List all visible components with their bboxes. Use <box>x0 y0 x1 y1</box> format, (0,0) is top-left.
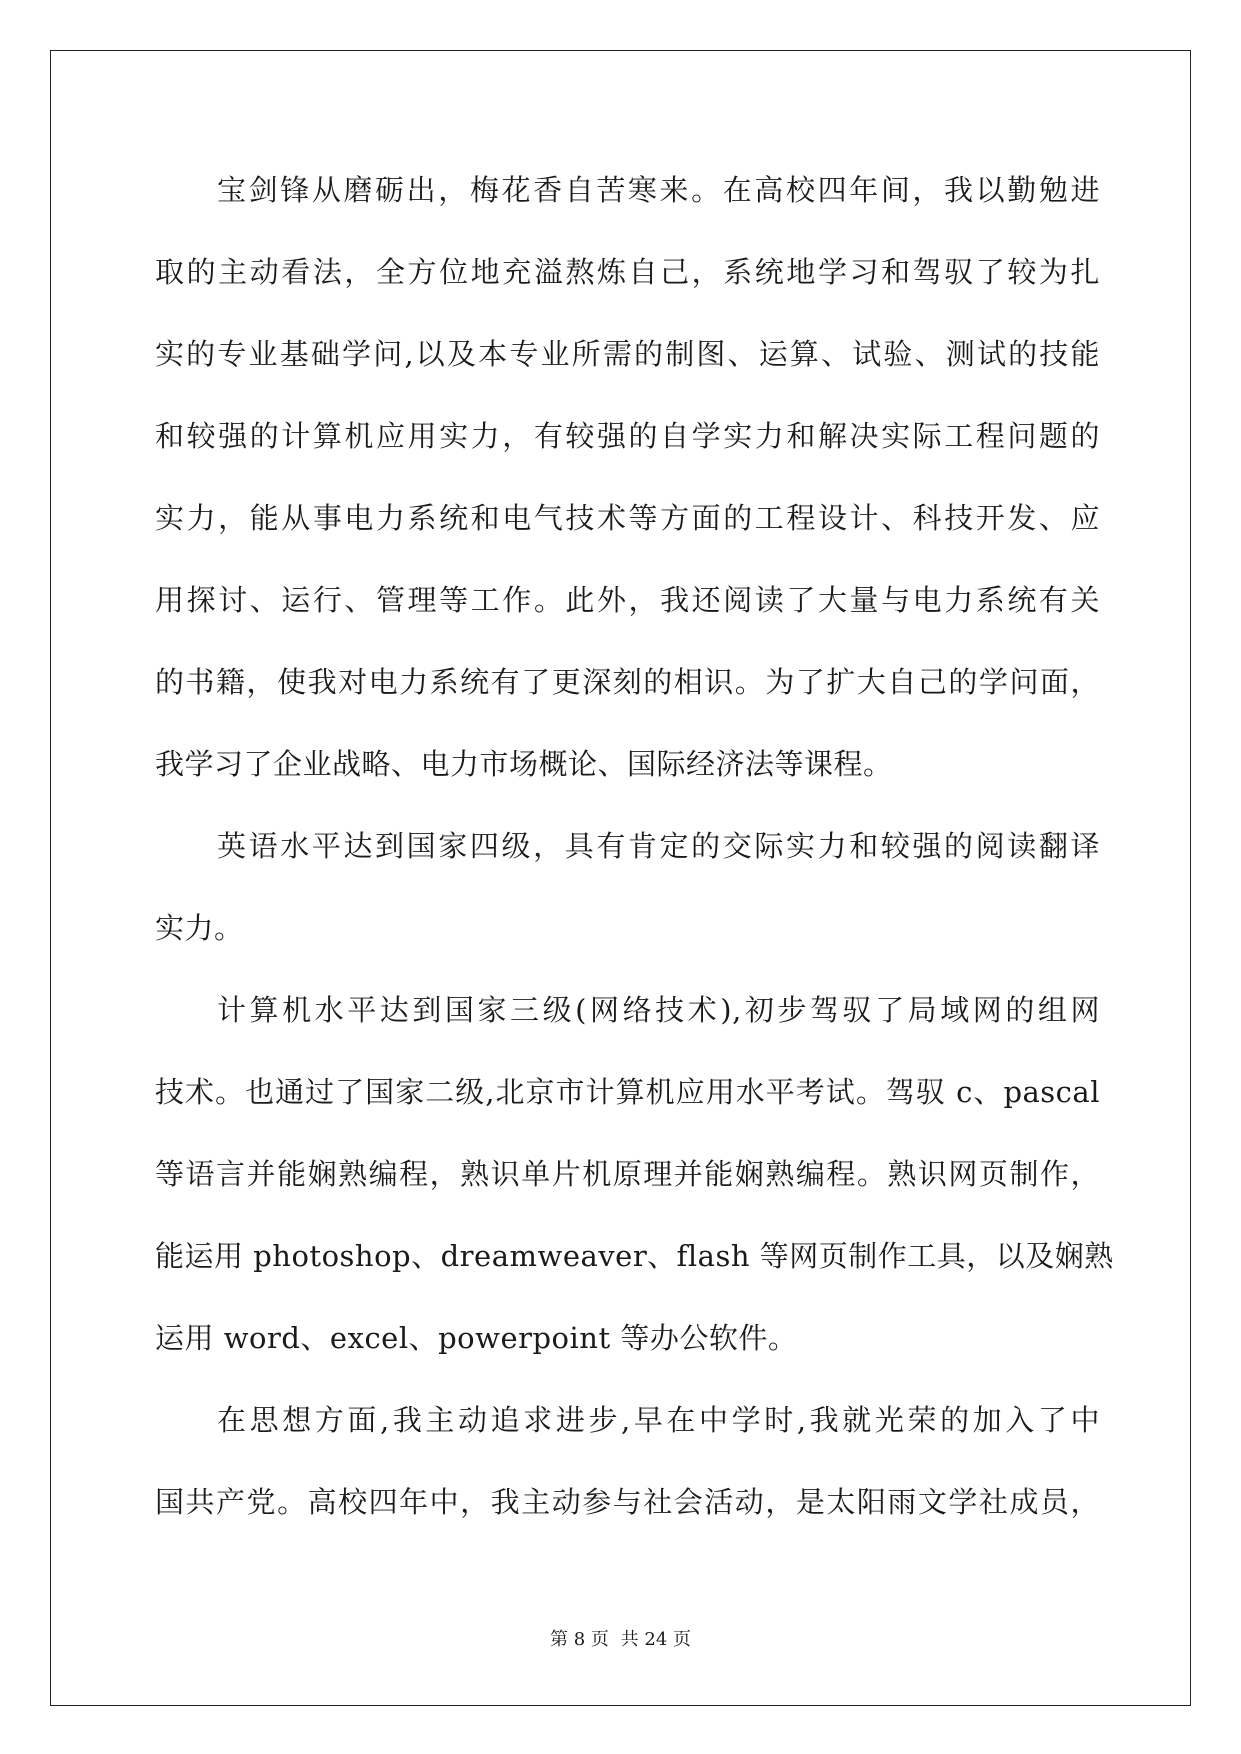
text-line: 的书籍，使我对电力系统有了更深刻的相识。为了扩大自己的学问面， <box>155 665 1100 699</box>
text-line: 运用 word、excel、powerpoint 等办公软件。 <box>155 1321 798 1355</box>
text-line: 计算机水平达到国家三级(网络技术),初步驾驭了局域网的组网 <box>217 993 1100 1027</box>
text-line: 实力，能从事电力系统和电气技术等方面的工程设计、科技开发、应 <box>155 501 1100 535</box>
page-footer <box>0 1625 1241 1651</box>
text-line: 我学习了企业战略、电力市场概论、国际经济法等课程。 <box>155 747 893 781</box>
text-line: 技术。也通过了国家二级,北京市计算机应用水平考试。驾驭 c、pascal <box>155 1075 1100 1109</box>
text-line: 在思想方面,我主动追求进步,早在中学时,我就光荣的加入了中 <box>217 1403 1100 1437</box>
text-line: 国共产党。高校四年中，我主动参与社会活动，是太阳雨文学社成员， <box>155 1485 1100 1519</box>
text-line: 用探讨、运行、管理等工作。此外，我还阅读了大量与电力系统有关 <box>155 583 1100 617</box>
page-total: 共 24 页 <box>620 1629 691 1650</box>
page-number: 第 8 页 <box>550 1629 609 1650</box>
text-line: 和较强的计算机应用实力，有较强的自学实力和解决实际工程问题的 <box>155 419 1100 453</box>
text-line: 能运用 photoshop、dreamweaver、flash 等网页制作工具，以及娴熟 <box>155 1239 1114 1273</box>
text-line: 英语水平达到国家四级，具有肯定的交际实力和较强的阅读翻译 <box>217 829 1100 863</box>
text-line: 宝剑锋从磨砺出，梅花香自苦寒来。在高校四年间，我以勤勉进 <box>217 173 1100 207</box>
text-line: 实力。 <box>155 911 244 945</box>
text-line: 等语言并能娴熟编程，熟识单片机原理并能娴熟编程。熟识网页制作， <box>155 1157 1100 1191</box>
document-body <box>155 160 1114 1554</box>
text-line: 取的主动看法，全方位地充溢熬炼自己，系统地学习和驾驭了较为扎 <box>155 255 1100 289</box>
text-line: 实的专业基础学问,以及本专业所需的制图、运算、试验、测试的技能 <box>155 337 1100 371</box>
